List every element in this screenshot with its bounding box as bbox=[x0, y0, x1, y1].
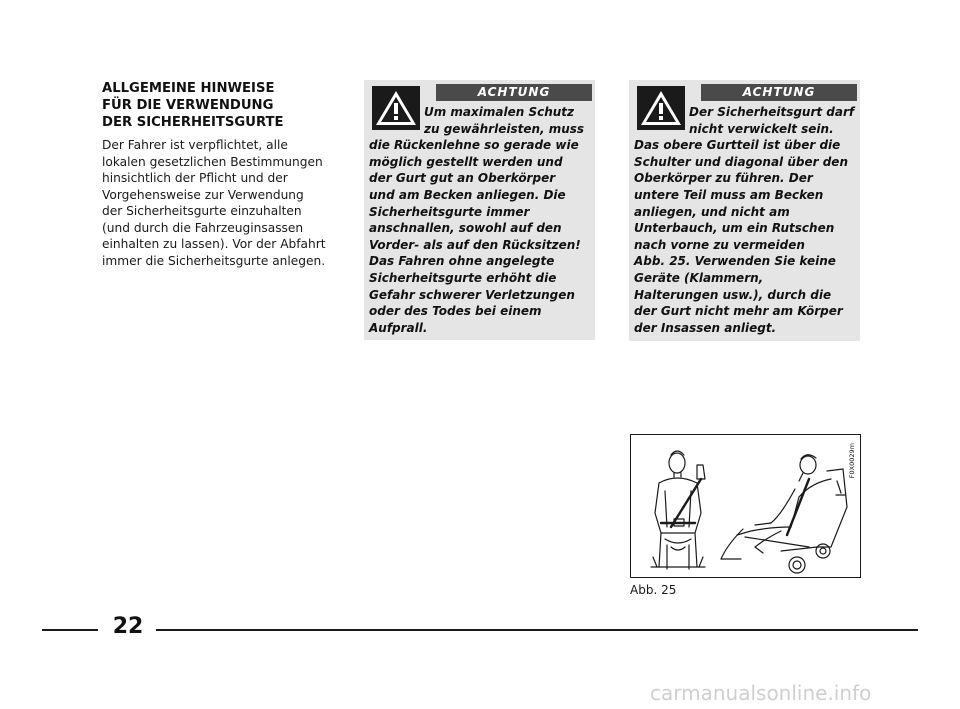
warning-line: nach vorne zu vermeiden bbox=[634, 237, 805, 252]
warning-line: Das obere Gurtteil ist über die bbox=[634, 138, 841, 153]
warning-text bbox=[369, 104, 591, 336]
warning-line: die Rückenlehne so gerade wie bbox=[369, 138, 579, 153]
body-line: Vorgehensweise zur Verwendung bbox=[102, 187, 304, 202]
general-notes-section bbox=[102, 80, 334, 269]
warning-label: ACHTUNG bbox=[701, 84, 857, 101]
warning-line: Schulter und diagonal über den bbox=[634, 154, 848, 169]
warning-text bbox=[634, 104, 856, 336]
warning-line: Unterbauch, um ein Rutschen bbox=[634, 221, 835, 236]
body-line: der Sicherheitsgurte einzuhalten bbox=[102, 204, 302, 218]
warning-box-belt-routing bbox=[629, 80, 860, 341]
warning-line: und am Becken anliegen. Die bbox=[369, 187, 566, 202]
body-line: einhalten zu lassen). Vor der Abfahrt bbox=[102, 237, 326, 251]
page-number: 22 bbox=[112, 614, 144, 639]
warning-line: nicht verwickelt sein. bbox=[689, 121, 834, 136]
warning-line: möglich gestellt werden und bbox=[369, 154, 563, 169]
warning-box-backrest bbox=[364, 80, 595, 340]
seatbelt-illustration bbox=[630, 434, 861, 578]
warning-line: Geräte (Klammern, bbox=[634, 270, 764, 285]
body-line: hinsichtlich der Pflicht und der bbox=[102, 171, 288, 185]
footer-rule-right bbox=[156, 629, 918, 631]
warning-line: Aufprall. bbox=[369, 320, 428, 335]
warning-line: zu gewährleisten, muss bbox=[424, 121, 585, 136]
section-title-line: ALLGEMEINE HINWEISE bbox=[102, 81, 275, 96]
warning-line: Abb. 25. Verwenden Sie keine bbox=[634, 254, 836, 269]
warning-line: anliegen, und nicht am bbox=[634, 204, 790, 219]
body-line: lokalen gesetzlichen Bestimmungen bbox=[102, 154, 323, 169]
warning-label: ACHTUNG bbox=[436, 84, 592, 101]
warning-line: der Gurt nicht mehr am Körper bbox=[634, 304, 843, 319]
seated-passengers-drawing bbox=[631, 435, 860, 577]
warning-line: Sicherheitsgurte immer bbox=[369, 204, 530, 219]
warning-line: Vorder- als auf den Rücksitzen! bbox=[369, 237, 581, 252]
warning-line: der Insassen anliegt. bbox=[634, 320, 777, 335]
section-body bbox=[102, 137, 334, 269]
watermark: carmanualsonline.info bbox=[650, 681, 872, 705]
warning-line: Der Sicherheitsgurt darf bbox=[689, 105, 855, 119]
body-line: Der Fahrer ist verpflichtet, alle bbox=[102, 138, 288, 152]
body-line: immer die Sicherheitsgurte anlegen. bbox=[102, 253, 326, 268]
section-title-line: DER SICHERHEITSGURTE bbox=[102, 115, 284, 130]
figure-caption: Abb. 25 bbox=[630, 583, 677, 597]
warning-line: Das Fahren ohne angelegte bbox=[369, 254, 555, 269]
warning-line: Sicherheitsgurte erhöht die bbox=[369, 270, 557, 285]
body-line: (und durch die Fahrzeuginsassen bbox=[102, 220, 304, 235]
warning-line: der Gurt gut an Oberkörper bbox=[369, 171, 556, 186]
warning-line: Gefahr schwerer Verletzungen bbox=[369, 287, 575, 302]
section-title-line: FÜR DIE VERWENDUNG bbox=[102, 98, 274, 113]
warning-line: anschnallen, sowohl auf den bbox=[369, 221, 562, 236]
warning-line: Um maximalen Schutz bbox=[424, 105, 575, 119]
footer-rule-left bbox=[42, 629, 98, 631]
section-title bbox=[102, 80, 334, 131]
warning-line: Halterungen usw.), durch die bbox=[634, 287, 832, 302]
warning-line: untere Teil muss am Becken bbox=[634, 187, 824, 202]
warning-line: oder des Todes bei einem bbox=[369, 304, 542, 319]
warning-line: Oberkörper zu führen. Der bbox=[634, 171, 813, 186]
figure-code: F0X0029m bbox=[848, 443, 856, 479]
